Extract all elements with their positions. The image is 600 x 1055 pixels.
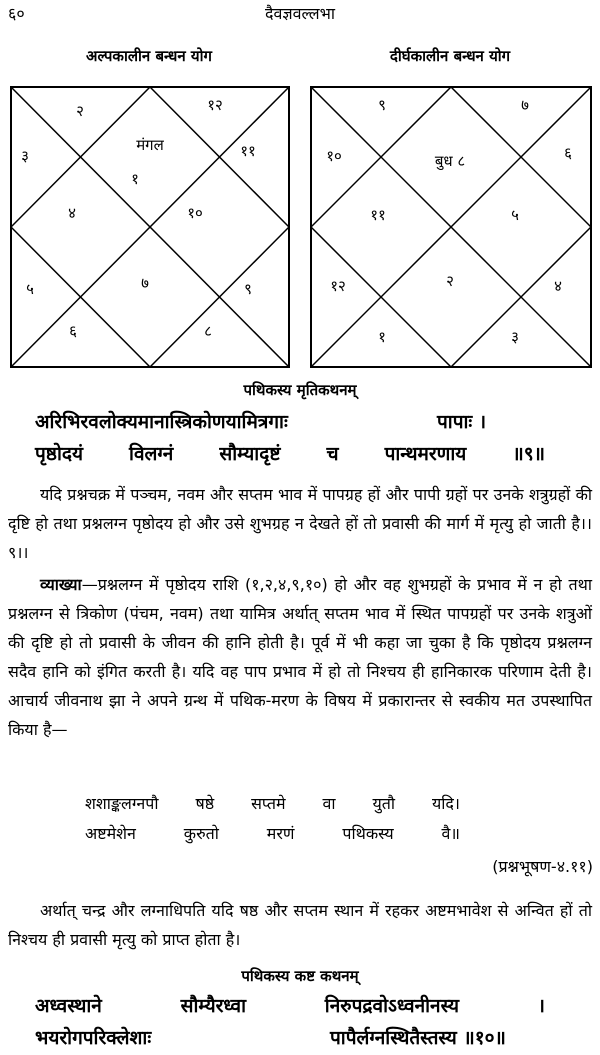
chart-title-short-term: अल्पकालीन बन्धन योग (86, 47, 212, 65)
cell-left-lower: १२ (330, 277, 346, 295)
quoted-verse-line-2: अष्टमेशेन कुरुतो मरणं पथिकस्य वै॥ (85, 824, 460, 843)
cell-center-left: ११ (370, 206, 386, 224)
commentary-paragraph (8, 570, 592, 744)
verse-10-line-2a: भयरोगपरिक्लेशाः (35, 1027, 152, 1049)
commentary-text: —प्रश्नलग्न में पृष्ठोदय राशि (१,२,४,९,१०) हो और वह शुभग्रहों के प्रभाव में न हो तथा प्रश्नलग्न से त्रिकोण (पंचम, नवम) तथा यामित्र अर्थात् सप्तम भाव में स्थित पापग्रहों पर उनके शत्रुओं की दृष्टि हो तो प्रवासी के जीवन की हानि होती है। पूर्व में भी कहा जा चुका है कि पृष्ठोदय प्रश्नलग्न सदैव हानि को इंगित करती है। यदि वह पाप प्रभाव में हो तो निश्चय ही हानिकारक परिणाम देती है। आचार्य जीवनाथ झा ने अपने ग्रन्थ में पथिक-मरण के विषय में प्रकारान्तर से स्वकीय मत उपस्थापित किया है— (8, 575, 592, 739)
cell-center-bottom: २ (446, 272, 454, 290)
verse-9-line-1b: पापाः । (437, 411, 487, 433)
cell-center-top-num: १ (131, 170, 139, 188)
cell-left-upper: ३ (21, 147, 29, 165)
cell-center-top-planet: मंगल (136, 136, 164, 154)
verse-10-line-1: अध्वस्थाने सौम्यैरध्वा निरुपद्रवोऽध्वनीनस्य । (35, 995, 545, 1017)
verse-10-line-2b: पापैर्लग्नस्थितैस्तस्य ॥१०॥ (330, 1027, 506, 1049)
verse-9-line-2: पृष्ठोदयं विलग्नं सौम्यादृष्टं च पान्थमरणाय ॥९॥ (35, 443, 545, 465)
cell-right-lower: ४ (554, 277, 562, 295)
cell-right-upper: ११ (240, 142, 256, 160)
cell-left-upper: १० (326, 147, 342, 165)
cell-top-right: १२ (207, 96, 223, 114)
cell-center-bottom: ७ (141, 274, 149, 292)
cell-bottom-right: ३ (511, 328, 519, 346)
cell-center-right: ५ (511, 206, 519, 224)
cell-top-left: ९ (378, 96, 386, 114)
section-heading-traveller-death: पथिकस्य मृतिकथनम् (243, 381, 357, 399)
chart-long-term (310, 86, 592, 368)
running-title: दैवज्ञवल्लभा (264, 4, 335, 23)
cell-right-upper: ६ (564, 144, 572, 162)
quote-reference: (प्रश्नभूषण-४.११) (492, 857, 593, 876)
section-heading-traveller-trouble: पथिकस्य कष्ट कथनम् (241, 967, 359, 985)
chart-title-long-term: दीर्घकालीन बन्धन योग (389, 47, 511, 65)
commentary-lead: व्याख्या (40, 575, 82, 594)
verse-9-line-1a: अरिभिरवलोक्यमानास्त्रिकोणयामित्रगाः (35, 411, 288, 433)
translation-paragraph: यदि प्रश्नचक्र में पञ्चम, नवम और सप्तम भाव में पापग्रह हों और पापी ग्रहों पर उनके शत्रुग्रहों की दृष्टि हो तथा प्रश्नलग्न पृष्ठोदय हो और उसे शुभग्रह न देखते हों तो प्रवासी की मार्ग में मृत्यु हो जाती है।।९।। (8, 485, 592, 562)
cell-bottom-left: १ (378, 328, 386, 346)
cell-top-left: २ (76, 102, 84, 120)
cell-center-top-planet: बुध ८ (434, 152, 466, 170)
cell-center-right: १० (187, 204, 203, 222)
cell-bottom-right: ८ (204, 322, 212, 340)
cell-top-right: ७ (521, 96, 529, 114)
explanation-paragraph: अर्थात् चन्द्र और लग्नाधिपति यदि षष्ठ और सप्तम स्थान में रहकर अष्टमभावेश से अन्वित हों तो निश्चय ही प्रवासी मृत्यु को प्राप्त होता है। (8, 901, 592, 949)
cell-center-left: ४ (68, 204, 76, 222)
cell-right-lower: ९ (244, 280, 252, 298)
page-number: ६० (8, 4, 25, 23)
quoted-verse-line-1: शशाङ्कलग्नपौ षष्ठे सप्तमे वा युतौ यदि। (85, 794, 460, 813)
cell-bottom-left: ६ (69, 322, 77, 340)
cell-left-lower: ५ (26, 280, 34, 298)
chart-short-term (10, 86, 290, 368)
